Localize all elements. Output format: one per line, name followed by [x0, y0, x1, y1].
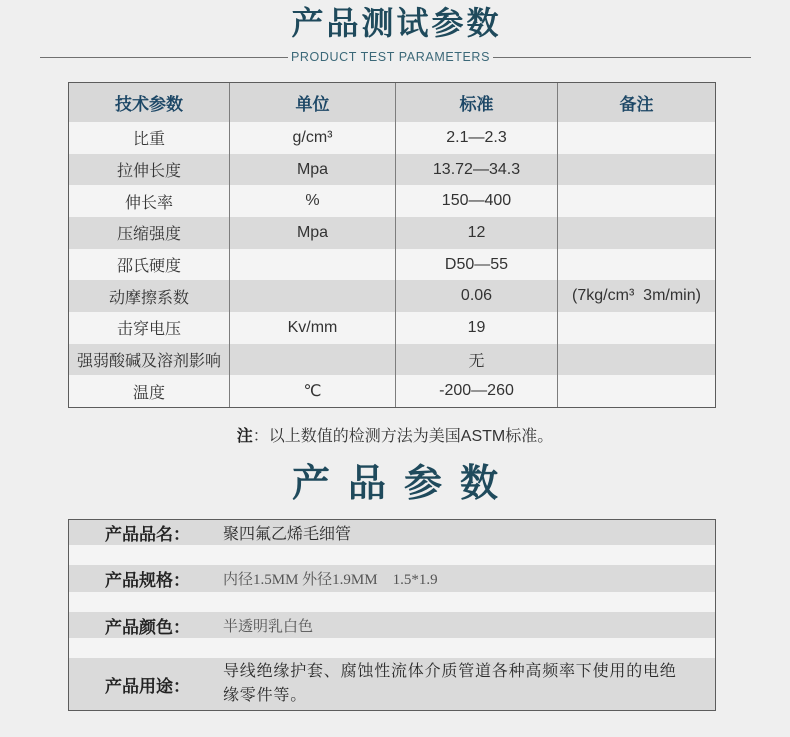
unit-cell	[229, 344, 395, 376]
table-row	[69, 344, 715, 376]
header-standard: 标准	[395, 83, 557, 122]
product-spec-row	[69, 565, 715, 592]
product-usage-label: 产品用途：	[105, 676, 190, 696]
product-spec-value: 内径1.5MM 外径1.9MM 1.5*1.9	[223, 572, 438, 588]
product-color-label: 产品颜色：	[105, 617, 190, 637]
param-cell: 拉伸长度	[116, 163, 181, 180]
test-section-title: 产品测试参数	[291, 5, 502, 41]
table-row	[69, 312, 715, 344]
spacer-band	[69, 545, 715, 565]
subtitle-rule-right	[493, 57, 751, 58]
standard-cell: 13.72—34.3	[395, 154, 557, 186]
remark-cell	[557, 375, 715, 407]
param-cell: 压缩强度	[116, 226, 181, 244]
unit-cell: Mpa	[229, 217, 395, 249]
table-header-row	[69, 83, 715, 122]
standard-cell: -200—260	[395, 375, 557, 407]
param-cell: 强弱酸碱及溶剂影响	[76, 353, 221, 371]
header-param: 技术参数	[115, 95, 183, 114]
standard-cell: D50—55	[395, 249, 557, 281]
standard-cell: 2.1—2.3	[395, 122, 557, 154]
param-cell: 动摩擦系数	[108, 289, 189, 307]
unit-cell: %	[229, 185, 395, 217]
product-usage-value: 导线绝缘护套、腐蚀性流体介质管道各种高频率下使用的电绝缘零件等。	[223, 663, 677, 704]
standard-cell: 0.06	[395, 280, 557, 312]
header-unit: 单位	[229, 83, 395, 122]
param-cell: 伸长率	[124, 194, 173, 212]
remark-cell	[557, 217, 715, 249]
product-spec-label: 产品规格：	[105, 571, 190, 590]
unit-cell: Kv/mm	[229, 312, 395, 344]
product-name-row	[69, 520, 715, 545]
table-row	[69, 375, 715, 407]
unit-cell: ℃	[229, 375, 395, 407]
product-color-value: 半透明乳白色	[223, 618, 314, 635]
standard-cell: 150—400	[395, 185, 557, 217]
remark-cell	[557, 312, 715, 344]
remark-cell: (7kg/cm³ 3m/min)	[557, 280, 715, 312]
param-cell: 击穿电压	[116, 321, 181, 339]
unit-cell: g/cm³	[229, 122, 395, 154]
product-color-row	[69, 612, 715, 638]
table-row	[69, 154, 715, 186]
remark-cell	[557, 154, 715, 186]
standard-cell: 无	[395, 344, 557, 376]
spacer-band	[69, 592, 715, 612]
note-label: 注	[236, 428, 253, 445]
param-cell: 比重	[132, 131, 165, 149]
remark-cell	[557, 249, 715, 281]
unit-cell: Mpa	[229, 154, 395, 186]
remark-cell	[557, 122, 715, 154]
header-remark: 备注	[557, 83, 715, 122]
unit-cell	[229, 249, 395, 281]
table-row	[69, 280, 715, 312]
standard-cell: 19	[395, 312, 557, 344]
param-cell: 邵氏硬度	[116, 258, 181, 276]
remark-cell	[557, 185, 715, 217]
test-section-subtitle: PRODUCT TEST PARAMETERS	[290, 50, 491, 64]
remark-cell	[557, 344, 715, 376]
spacer-band	[69, 638, 715, 658]
standard-cell: 12	[395, 217, 557, 249]
unit-cell	[229, 280, 395, 312]
test-parameters-table	[68, 82, 716, 408]
note-text: ：以上数值的检测方法为美国ASTM标准。	[252, 428, 554, 445]
subtitle-rule-left	[40, 57, 288, 58]
product-parameters-table	[68, 519, 716, 711]
test-method-note	[0, 427, 790, 447]
product-name-value: 聚四氟乙烯毛细管	[223, 526, 352, 543]
table-row	[69, 122, 715, 154]
product-section-title: 产品参数	[291, 463, 516, 505]
table-row	[69, 217, 715, 249]
table-row	[69, 249, 715, 281]
param-cell: 温度	[132, 384, 165, 402]
table-row	[69, 185, 715, 217]
product-name-label: 产品品名：	[105, 525, 190, 544]
product-usage-row	[69, 658, 715, 710]
